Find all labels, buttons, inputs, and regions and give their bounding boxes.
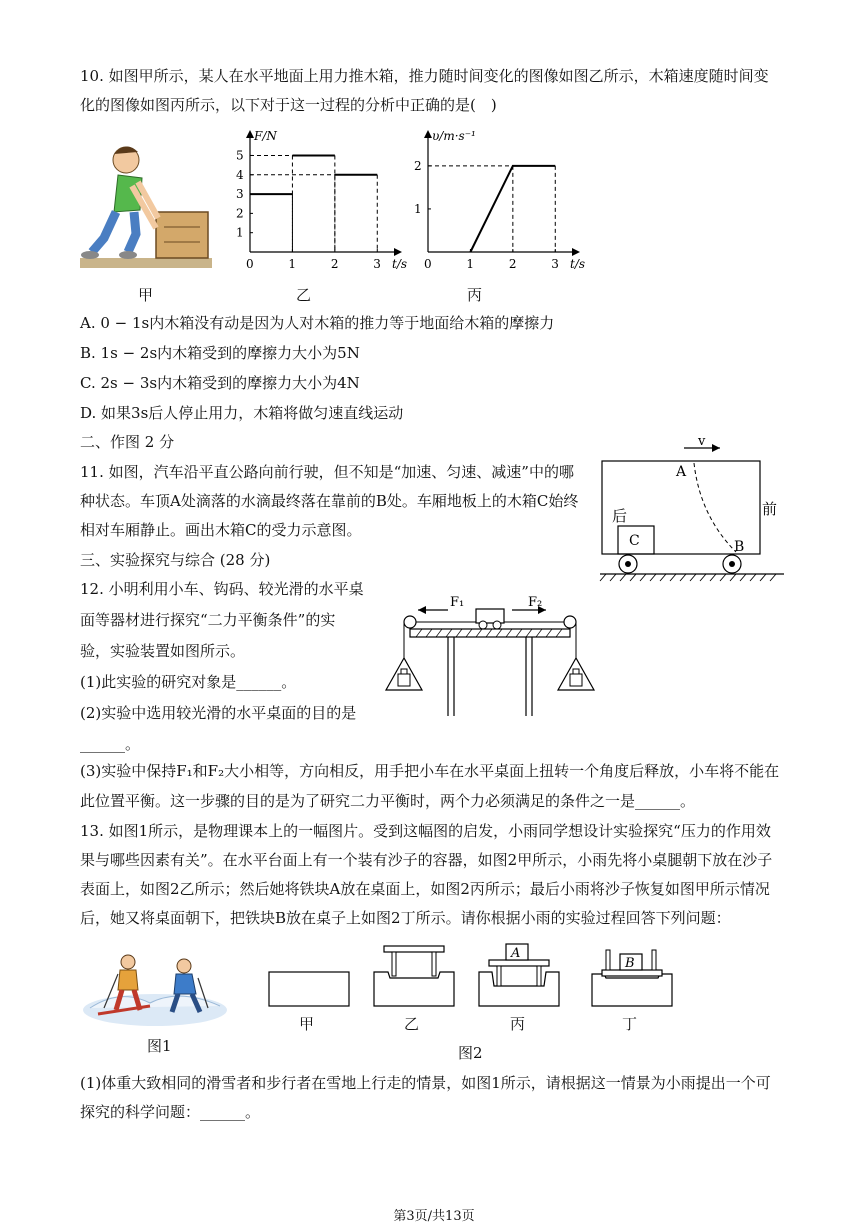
q11-line1: 11. 如图，汽车沿平直公路向前行驶，但不知是“加速、匀速、减速”中的哪 [80,463,574,481]
section3-title: 三、实验探究与综合 (28 分) [80,551,271,569]
sub-bing-label: 丙 [510,1015,526,1033]
y-axis-label: υ/m·s⁻¹ [432,129,476,143]
fig-bing-label: 丙 [467,286,483,304]
q12-line1: 12. 小明利用小车、钩码、较光滑的水平桌 [80,580,364,598]
box-c-label: C [629,533,640,549]
figure-skier-and-walker [80,948,230,1028]
q12-line4: (1)此实验的研究对象是______。 [80,673,297,691]
page-number: 第3页/共13页 [393,1209,475,1224]
x-tick-label: 1 [288,257,297,271]
q13-sub1-line2: 探究的科学问题：______。 [80,1103,261,1121]
front-label: 前 [762,500,778,518]
x-tick-label: 1 [466,257,475,271]
q10-stem-line2: 化的图像如图丙所示，以下对于这一过程的分析中正确的是( ) [80,96,497,114]
q12-line8: 此位置平衡。这一步骤的目的是为了研究二力平衡时，两个力必须满足的条件之一是______。 [80,792,696,810]
figure-car-carriage [598,436,798,586]
section2-title: 二、作图 2 分 [80,433,175,451]
x-tick-label: 2 [330,257,339,271]
velocity-label: v [698,434,706,449]
fig-jia-label: 甲 [138,286,154,304]
point-a-label: A [676,464,687,480]
sub-yi-label: 乙 [404,1015,420,1033]
q13-line4: 后，她又将桌面朝下，把铁块B放在桌子上如图2丁所示。请你根据小雨的实验过程回答下列问题： [80,909,731,927]
y-tick-label: 1 [236,225,244,240]
y-tick-label: 2 [414,158,422,173]
q12-line3: 验，实验装置如图所示。 [80,642,246,660]
block-a-label: A [511,946,521,961]
fig-yi-label: 乙 [296,286,312,304]
q10-option-c: C. 2s − 3s内木箱受到的摩擦力大小为4N [80,374,360,392]
figure-sand-experiments [266,942,676,1012]
q13-line1: 13. 如图1所示，是物理课本上的一幅图片。受到这幅图的启发，小雨同学想设计实验探究“压力的作用效 [80,822,771,840]
x-tick-label: 2 [508,257,517,271]
q11-line3: 相对车厢静止。画出木箱C的受力示意图。 [80,521,362,539]
y-tick-label: 4 [236,167,244,182]
q12-line5: (2)实验中选用较光滑的水平桌面的目的是 [80,704,357,722]
y-tick-label: 3 [236,187,244,202]
q12-line7: (3)实验中保持F₁和F₂大小相等，方向相反，用手把小车在水平桌面上扭转一个角度后释放，小车将不能在 [80,762,780,780]
figure-person-pushing-box [80,120,220,270]
q11-line2: 种状态。车顶A处滴落的水滴最终落在靠前的B处。车厢地板上的木箱C始终 [80,492,579,510]
q13-line3: 表面上，如图2乙所示；然后她将铁块A放在桌面上，如图2丙所示；最后小雨将沙子恢复如图甲所示情况 [80,880,770,898]
back-label: 后 [612,507,628,525]
q12-line2: 面等器材进行探究“二力平衡条件”的实 [80,611,336,629]
x-tick-label: 0 [246,257,254,271]
x-tick-label: 3 [373,257,381,271]
x-tick-label: 0 [424,257,432,271]
f2-label: F₂ [528,595,543,610]
y-tick-label: 5 [236,148,244,163]
sub-ding-label: 丁 [622,1015,638,1033]
fig1-label: 图1 [147,1037,172,1055]
q10-option-a: A. 0 − 1s内木箱没有动是因为人对木箱的推力等于地面给木箱的摩擦力 [80,314,555,332]
figure-two-force-balance-apparatus [378,588,598,723]
block-b-label: B [625,956,635,971]
q10-option-d: D. 如果3s后人停止用力，木箱将做匀速直线运动 [80,404,404,422]
y-axis-label: F/N [254,129,277,143]
q12-line6: ______。 [80,735,141,753]
q10-option-b: B. 1s − 2s内木箱受到的摩擦力大小为5N [80,344,360,362]
q13-line2: 果与哪些因素有关”。在水平台面上有一个装有沙子的容器，如图2甲所示，小雨先将小桌腿朝下放在沙子 [80,851,773,869]
fig2-label: 图2 [458,1044,483,1062]
sub-jia-label: 甲 [299,1015,315,1033]
q10-stem-line1: 10. 如图甲所示，某人在水平地面上用力推木箱，推力随时间变化的图像如图乙所示，木箱速度随时间变 [80,67,769,85]
y-tick-label: 2 [236,206,244,221]
y-tick-label: 1 [414,201,422,216]
x-axis-label: t/s [392,257,408,271]
chart-force-time [230,129,408,271]
y-axis-arrow [246,130,254,138]
q13-sub1-line1: (1)体重大致相同的滑雪者和步行者在雪地上行走的情景，如图1所示，请根据这一情景为小雨提出一个可 [80,1074,771,1092]
point-b-label: B [734,539,745,555]
x-axis-arrow [572,248,580,256]
f1-label: F₁ [450,595,465,610]
y-axis-arrow [424,130,432,138]
x-axis-arrow [394,248,402,256]
x-tick-label: 3 [551,257,559,271]
x-axis-label: t/s [570,257,586,271]
chart-velocity-time [408,129,586,271]
